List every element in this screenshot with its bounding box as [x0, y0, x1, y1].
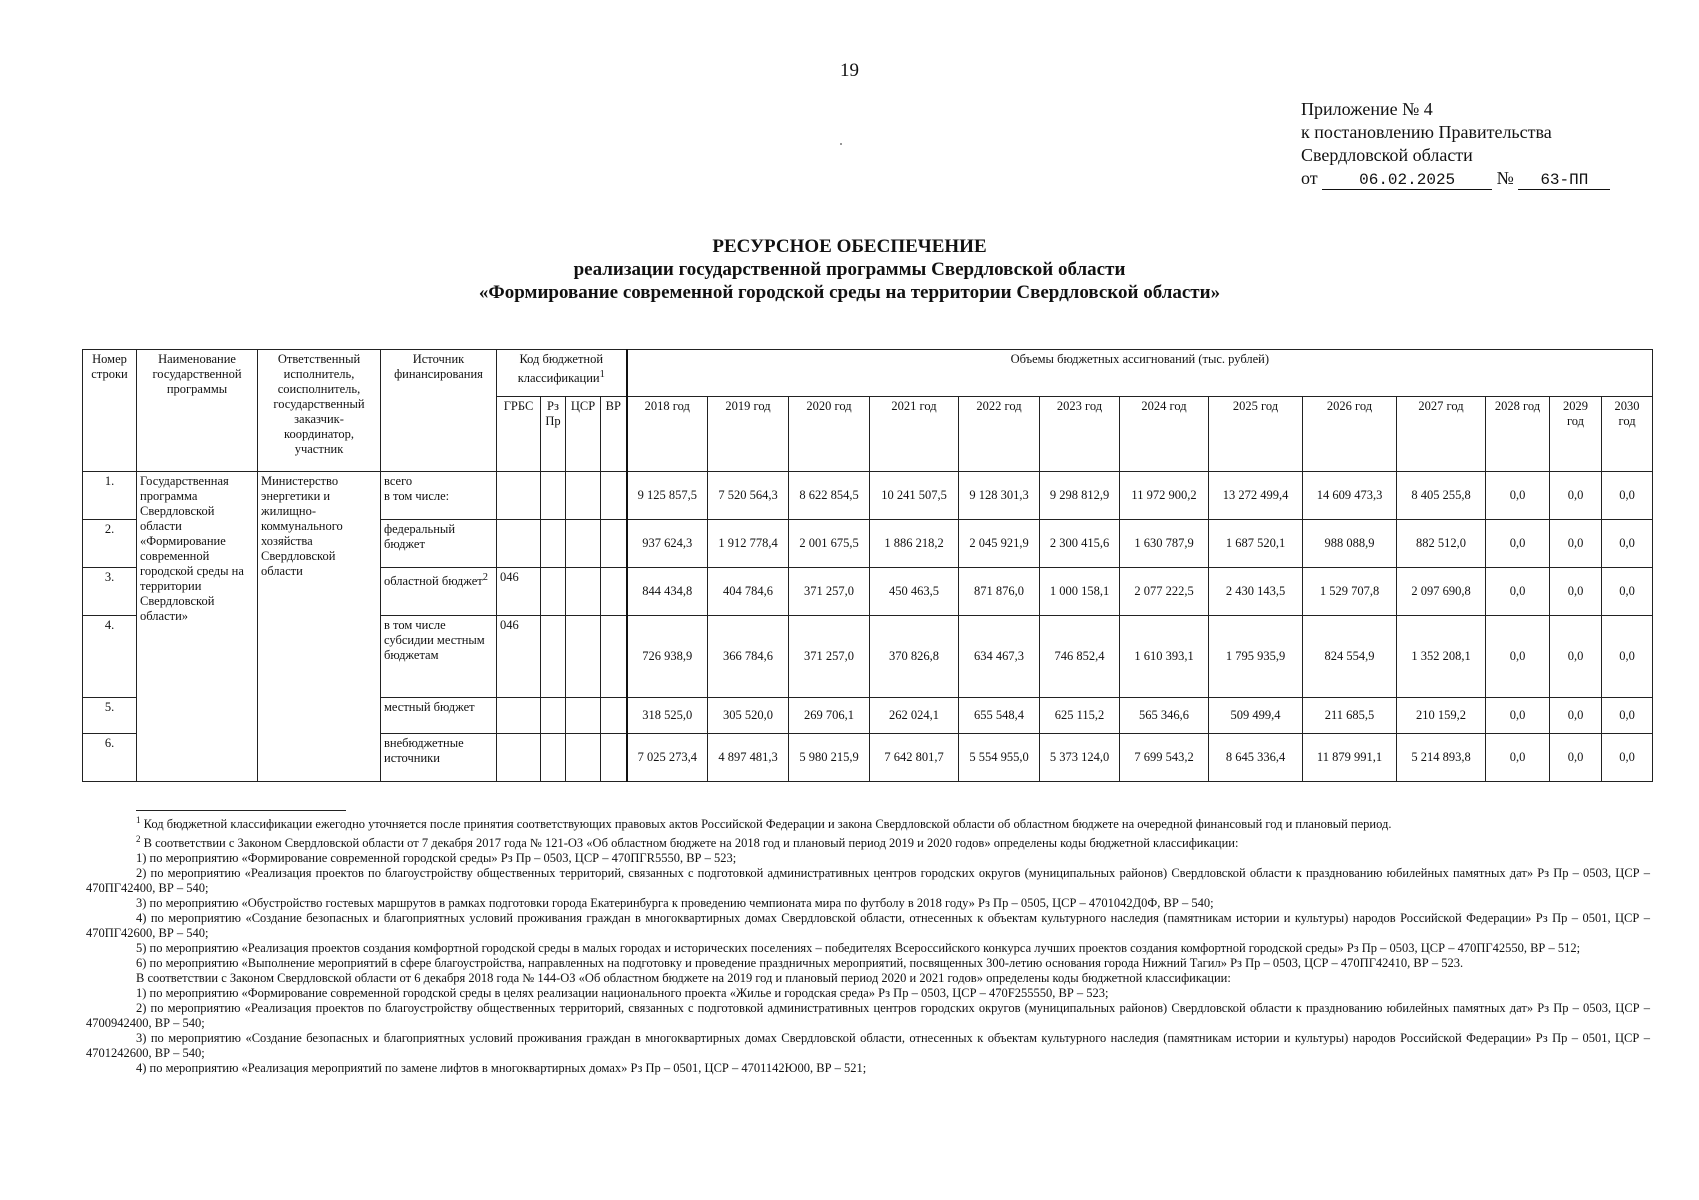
source-sup: 2	[482, 572, 488, 583]
value-cell: 1 795 935,9	[1209, 616, 1303, 698]
header-program-name: Наименование государственной программы	[137, 350, 258, 472]
value-cell: 565 346,6	[1120, 698, 1209, 734]
value-cell: 366 784,6	[708, 616, 789, 698]
csr-cell	[566, 698, 601, 734]
vr-cell	[601, 734, 627, 782]
footnote	[86, 986, 1650, 1001]
value-cell: 7 025 273,4	[627, 734, 708, 782]
value-cell: 634 467,3	[959, 616, 1040, 698]
value-cell: 1 886 218,2	[870, 520, 959, 568]
value-cell: 269 706,1	[789, 698, 870, 734]
title-line-3: «Формирование современной городской среды на территории Свердловской области»	[478, 282, 1221, 303]
vr-cell	[601, 520, 627, 568]
value-cell: 1 352 208,1	[1397, 616, 1486, 698]
appendix-line-2: к постановлению Правительства	[1301, 122, 1552, 142]
title-line-1: РЕСУРСНОЕ ОБЕСПЕЧЕНИЕ	[712, 236, 987, 257]
value-cell: 2 077 222,5	[1120, 568, 1209, 616]
grbs-cell	[497, 698, 541, 734]
header-year: 2030 год	[1602, 397, 1653, 472]
csr-cell	[566, 520, 601, 568]
source-cell	[381, 520, 497, 568]
value-cell: 824 554,9	[1303, 616, 1397, 698]
value-cell: 371 257,0	[789, 616, 870, 698]
appendix-line-3: Свердловской области	[1301, 145, 1473, 165]
value-cell: 450 463,5	[870, 568, 959, 616]
footnote-text: 1) по мероприятию «Формирование современной городской среды в целях реализации национального проекта «Жилье и городская среда» Рз Пр – 0503, ЦСР – 470F255550, ВР – 523;	[136, 986, 1109, 1001]
vr-cell	[601, 472, 627, 520]
footnote-text: 4) по мероприятию «Создание безопасных и благоприятных условий проживания граждан в многоквартирных домах Свердловской области, отнесенных к объектам культурного наследия (памятникам истории и культуры) народов Российской Федерации» Рз Пр – 0501, ЦСР – 470ПГ42600, ВР – 540;	[86, 911, 1650, 941]
value-cell: 1 687 520,1	[1209, 520, 1303, 568]
rzpr-cell	[541, 568, 566, 616]
value-cell: 4 897 481,3	[708, 734, 789, 782]
value-cell: 0,0	[1486, 472, 1550, 520]
footnote-text: 1) по мероприятию «Формирование современной городской среды» Рз Пр – 0503, ЦСР – 470ПГR5550, ВР – 523;	[136, 851, 737, 866]
header-year: 2026 год	[1303, 397, 1397, 472]
csr-cell	[566, 568, 601, 616]
header-year: 2027 год	[1397, 397, 1486, 472]
footnote-text: 4) по мероприятию «Реализация мероприятий по замене лифтов в многоквартирных домах» Рз Пр – 0501, ЦСР – 4701142Ю00, ВР – 521;	[136, 1061, 867, 1076]
value-cell: 0,0	[1486, 616, 1550, 698]
value-cell: 625 115,2	[1040, 698, 1120, 734]
source-cell	[381, 698, 497, 734]
value-cell: 0,0	[1550, 698, 1602, 734]
header-executor: Ответственный исполнитель, соисполнитель, государственный заказчик-координатор, участник	[258, 350, 381, 472]
value-cell: 9 298 812,9	[1040, 472, 1120, 520]
csr-cell	[566, 472, 601, 520]
value-cell: 8 645 336,4	[1209, 734, 1303, 782]
resolution-number: 63-ПП	[1518, 171, 1610, 190]
table-body	[83, 472, 1653, 782]
rzpr-cell	[541, 734, 566, 782]
value-cell: 0,0	[1550, 568, 1602, 616]
value-cell: 5 373 124,0	[1040, 734, 1120, 782]
appendix-line-1: Приложение № 4	[1301, 99, 1433, 119]
value-cell: 7 699 543,2	[1120, 734, 1209, 782]
footnote-text: 5) по мероприятию «Реализация проектов создания комфортной городской среды в малых городах и исторических поселениях – победителях Всероссийского конкурса лучших проектов создания комфортной городской среды» Рз Пр – 0503, ЦСР – 470ПГ42550, ВР – 512;	[136, 941, 1581, 956]
row-number: 1.	[83, 472, 137, 520]
header-code-col: Рз Пр	[541, 397, 566, 472]
value-cell: 0,0	[1550, 616, 1602, 698]
header-year: 2022 год	[959, 397, 1040, 472]
value-cell: 746 852,4	[1040, 616, 1120, 698]
value-cell: 0,0	[1550, 520, 1602, 568]
rzpr-cell	[541, 472, 566, 520]
footnote	[86, 956, 1650, 971]
header-year: 2019 год	[708, 397, 789, 472]
footnotes	[86, 810, 1650, 1076]
value-cell: 2 097 690,8	[1397, 568, 1486, 616]
value-cell: 1 000 158,1	[1040, 568, 1120, 616]
row-number: 2.	[83, 520, 137, 568]
value-cell: 882 512,0	[1397, 520, 1486, 568]
footnote	[86, 866, 1650, 896]
footnote-text: 3) по мероприятию «Создание безопасных и благоприятных условий проживания граждан в многоквартирных домах Свердловской области, отнесенных к объектам культурного наследия (памятникам истории и культуры) народов Российской Федерации» Рз Пр – 0501, ЦСР – 4701242600, ВР – 540;	[86, 1031, 1650, 1061]
value-cell: 2 001 675,5	[789, 520, 870, 568]
appendix-line-4	[1301, 167, 1631, 190]
footnote	[86, 832, 1650, 851]
vr-cell	[601, 698, 627, 734]
rzpr-cell	[541, 520, 566, 568]
executor-cell: Министерство энергетики и жилищно-коммунального хозяйства Свердловской области	[258, 472, 381, 782]
header-code-col: ВР	[601, 397, 627, 472]
source-text: местный бюджет	[384, 700, 475, 714]
row-number: 3.	[83, 568, 137, 616]
value-cell: 11 972 900,2	[1120, 472, 1209, 520]
footnote-text: Код бюджетной классификации ежегодно уточняется после принятия соответствующих правовых актов Российской Федерации и закона Свердловской области об областном бюджете на очередной финансовый год и плановый период.	[140, 817, 1392, 832]
value-cell: 0,0	[1486, 568, 1550, 616]
number-prefix: №	[1496, 168, 1514, 188]
vr-cell	[601, 616, 627, 698]
header-year: 2021 год	[870, 397, 959, 472]
footnote	[86, 911, 1650, 941]
value-cell: 988 088,9	[1303, 520, 1397, 568]
row-number: 5.	[83, 698, 137, 734]
value-cell: 509 499,4	[1209, 698, 1303, 734]
header-year: 2025 год	[1209, 397, 1303, 472]
footnote-list	[86, 813, 1650, 1076]
program-name-cell: Государственная программа Свердловской области «Формирование современной городской среды на территории Свердловской области»	[137, 472, 258, 782]
header-budget-code-sup: 1	[599, 369, 605, 380]
value-cell: 7 520 564,3	[708, 472, 789, 520]
value-cell: 2 430 143,5	[1209, 568, 1303, 616]
footnote-text: 2) по мероприятию «Реализация проектов по благоустройству общественных территорий, связанных с подготовкой административных центров городских округов (муниципальных районов) Свердловской области к празднованию юбилейных памятных дат» Рз Пр – 0503, ЦСР – 470ПГ42400, ВР – 540;	[86, 866, 1650, 896]
value-cell: 937 624,3	[627, 520, 708, 568]
value-cell: 9 125 857,5	[627, 472, 708, 520]
value-cell: 8 405 255,8	[1397, 472, 1486, 520]
grbs-cell: 046	[497, 568, 541, 616]
grbs-cell	[497, 472, 541, 520]
resource-table	[82, 349, 1653, 782]
date-prefix: от	[1301, 168, 1318, 188]
footnote-text: 3) по мероприятию «Обустройство гостевых маршрутов в рамках подготовки города Екатеринбурга к проведению чемпионата мира по футболу в 2018 году» Рз Пр – 0505, ЦСР – 4701042Д0Ф, ВР – 540;	[136, 896, 1214, 911]
footnote	[86, 851, 1650, 866]
value-cell: 0,0	[1602, 734, 1653, 782]
header-row-number: Номер строки	[83, 350, 137, 472]
source-text-2: в том числе:	[384, 489, 450, 503]
footnote-text: 2) по мероприятию «Реализация проектов по благоустройству общественных территорий, связанных с подготовкой административных центров городских округов (муниципальных районов) Свердловской области к празднованию юбилейных памятных дат» Рз Пр – 0503, ЦСР – 4700942400, ВР – 540;	[86, 1001, 1650, 1031]
value-cell: 5 214 893,8	[1397, 734, 1486, 782]
footnote-text: 6) по мероприятию «Выполнение мероприятий в сфере благоустройства, направленных на подготовку и проведение праздничных мероприятий, посвященных 300-летию основания города Нижний Тагил» Рз Пр – 0503, ЦСР – 470ПГ42410, ВР – 523.	[136, 956, 1464, 971]
source-text: федеральный бюджет	[384, 522, 456, 551]
title-line-2: реализации государственной программы Свердловской области	[573, 259, 1126, 280]
grbs-cell	[497, 734, 541, 782]
header-budget-code-label: Код бюджетной классификации	[517, 352, 604, 386]
value-cell: 13 272 499,4	[1209, 472, 1303, 520]
source-cell	[381, 472, 497, 520]
header-code-col: ГРБС	[497, 397, 541, 472]
value-cell: 0,0	[1486, 698, 1550, 734]
header-volumes: Объемы бюджетных ассигнований (тыс. рублей)	[627, 350, 1653, 397]
value-cell: 0,0	[1550, 734, 1602, 782]
footnote-text: В соответствии с Законом Свердловской области от 6 декабря 2018 года № 144-ОЗ «Об областном бюджете на 2019 год и плановый период 2020 и 2021 годов» определены коды бюджетной классификации:	[136, 971, 1231, 986]
resolution-date: 06.02.2025	[1322, 171, 1492, 190]
value-cell: 14 609 473,3	[1303, 472, 1397, 520]
csr-cell	[566, 734, 601, 782]
value-cell: 0,0	[1486, 520, 1550, 568]
source-text: внебюджетные источники	[384, 736, 464, 765]
value-cell: 11 879 991,1	[1303, 734, 1397, 782]
value-cell: 726 938,9	[627, 616, 708, 698]
grbs-cell: 046	[497, 616, 541, 698]
vr-cell	[601, 568, 627, 616]
value-cell: 1 912 778,4	[708, 520, 789, 568]
rzpr-cell	[541, 616, 566, 698]
footnote	[86, 971, 1650, 986]
source-text: в том числе субсидии местным бюджетам	[384, 618, 485, 662]
footnote	[86, 813, 1650, 832]
footnote	[86, 1031, 1650, 1061]
footnote	[86, 1061, 1650, 1076]
source-text: областной бюджет	[384, 574, 483, 589]
header-year: 2023 год	[1040, 397, 1120, 472]
value-cell: 5 980 215,9	[789, 734, 870, 782]
source-text: всего	[384, 474, 413, 488]
source-cell	[381, 616, 497, 698]
header-budget-code	[497, 350, 627, 397]
value-cell: 9 128 301,3	[959, 472, 1040, 520]
table-row	[83, 472, 1653, 520]
grbs-cell	[497, 520, 541, 568]
scan-dot	[840, 143, 842, 145]
value-cell: 10 241 507,5	[870, 472, 959, 520]
footnote	[86, 941, 1650, 956]
value-cell: 0,0	[1602, 698, 1653, 734]
value-cell: 371 257,0	[789, 568, 870, 616]
csr-cell	[566, 616, 601, 698]
value-cell: 871 876,0	[959, 568, 1040, 616]
value-cell: 0,0	[1602, 472, 1653, 520]
page-number: 19	[840, 60, 859, 81]
value-cell: 1 610 393,1	[1120, 616, 1209, 698]
value-cell: 211 685,5	[1303, 698, 1397, 734]
value-cell: 8 622 854,5	[789, 472, 870, 520]
value-cell: 0,0	[1550, 472, 1602, 520]
value-cell: 2 045 921,9	[959, 520, 1040, 568]
value-cell: 210 159,2	[1397, 698, 1486, 734]
source-cell	[381, 734, 497, 782]
row-number: 4.	[83, 616, 137, 698]
header-year: 2018 год	[627, 397, 708, 472]
value-cell: 0,0	[1602, 568, 1653, 616]
value-cell: 0,0	[1602, 616, 1653, 698]
header-year: 2020 год	[789, 397, 870, 472]
header-year: 2028 год	[1486, 397, 1550, 472]
header-year: 2024 год	[1120, 397, 1209, 472]
value-cell: 1 630 787,9	[1120, 520, 1209, 568]
source-cell	[381, 568, 497, 616]
value-cell: 1 529 707,8	[1303, 568, 1397, 616]
value-cell: 0,0	[1602, 520, 1653, 568]
value-cell: 262 024,1	[870, 698, 959, 734]
footnote-sup: 2	[136, 834, 141, 845]
header-year: 2029 год	[1550, 397, 1602, 472]
row-number: 6.	[83, 734, 137, 782]
header-code-col: ЦСР	[566, 397, 601, 472]
value-cell: 305 520,0	[708, 698, 789, 734]
footnote	[86, 1001, 1650, 1031]
value-cell: 2 300 415,6	[1040, 520, 1120, 568]
appendix-block	[1301, 98, 1631, 190]
value-cell: 7 642 801,7	[870, 734, 959, 782]
value-cell: 0,0	[1486, 734, 1550, 782]
value-cell: 318 525,0	[627, 698, 708, 734]
value-cell: 844 434,8	[627, 568, 708, 616]
footnote	[86, 896, 1650, 911]
value-cell: 370 826,8	[870, 616, 959, 698]
value-cell: 5 554 955,0	[959, 734, 1040, 782]
footnote-text: В соответствии с Законом Свердловской области от 7 декабря 2017 года № 121-ОЗ «Об областном бюджете на 2018 год и плановый период 2019 и 2020 годов» определены коды бюджетной классификации:	[140, 836, 1239, 851]
value-cell: 655 548,4	[959, 698, 1040, 734]
header-source: Источник финансирования	[381, 350, 497, 472]
value-cell: 404 784,6	[708, 568, 789, 616]
footnote-rule	[136, 810, 346, 811]
footnote-sup: 1	[136, 815, 141, 825]
document-title	[0, 235, 1699, 304]
rzpr-cell	[541, 698, 566, 734]
